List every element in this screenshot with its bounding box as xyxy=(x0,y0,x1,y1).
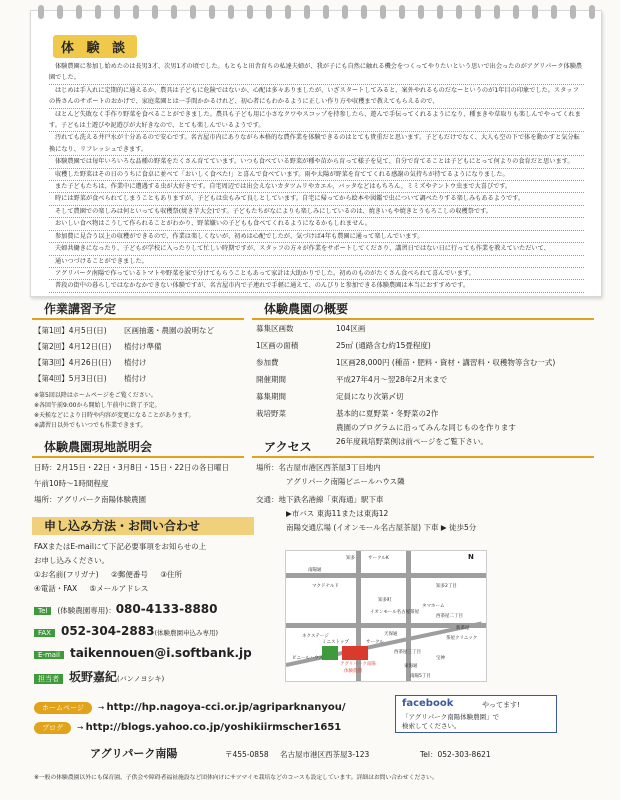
story-title: 体 験 談 xyxy=(53,35,137,58)
schedule-item: 【第3回】4月26日(日) 植付け xyxy=(34,358,147,367)
contact-tag: Tel xyxy=(34,607,51,615)
schedule-note: ※第5回以降はホームページをご覧ください。 xyxy=(34,392,157,399)
map-label: 天保通 xyxy=(384,632,398,637)
facebook-line: 「アグリパーク南陽体験農園」で xyxy=(402,713,500,721)
story-line: 体験農園に参加し始めたのは長男3才、次男1才の頃でした。もともと田舎育ちの私達夫婦が、我が子にも自然に触れる機会をつくってやりたいという思いで出会ったのがアグリパーク体験農園でした。 xyxy=(49,61,584,85)
story-line: 時には野菜が食べられてしまうこともありますが、子どもは虫もみて良しとしています。自宅に帰ってから絵本や図鑑で虫について調べたりする楽しみもあるようです。 xyxy=(49,193,584,205)
link-label: ブログ xyxy=(34,722,71,734)
facebook-tail: やってます! xyxy=(482,701,520,709)
story-line: 収穫した野菜はその日のうちに食卓に並べて「おいしく食べた!」と喜んで食べています。雨や太陽が野菜を育ててくれる感謝の気持ちが持てるようになりました。 xyxy=(49,169,584,181)
map-label: 知多町 xyxy=(378,598,392,603)
story-line: また子どもたちは、作業中に遭遇する虫が大好きです。自宅周辺では出会えないカタツムリやカエル、バッタなどはもちろん、ミミズやテントウ虫まで大喜びです。 xyxy=(49,181,584,193)
overview-extra: 農園のプログラムに沿ってみんな同じものを作ります xyxy=(336,423,516,432)
contact-tag: 担当者 xyxy=(34,674,63,684)
map-label: タマホーム xyxy=(422,604,445,609)
map-label: 西茶屋三丁目 xyxy=(394,650,421,655)
briefing-place: 場所：アグリパーク南陽体験農園 xyxy=(34,495,147,504)
overview-row: 1区画の面積 25㎡ (通路含む約15畳程度) xyxy=(256,341,431,350)
contact-tag: E-mail xyxy=(34,651,64,659)
overview-row: 開催期間 平成27年4月～翌28年2月末まで xyxy=(256,375,448,384)
apply-field: ②郵便番号 xyxy=(111,570,148,579)
story-line: おいしい食べ物はこうして作られることがわかり、野菜嫌いの子どもも食べてくれるようになるかもしれません。 xyxy=(49,218,584,230)
notebook-spiral xyxy=(31,5,601,19)
overview-extra: 26年度栽培野菜例は前ページをご覧下さい。 xyxy=(336,437,488,446)
access-map xyxy=(285,550,487,682)
map-label: 知多 xyxy=(346,556,355,561)
story-line: 体験農園では毎年いろいろな品種の野菜をたくさん育てています。いつも食べている野菜が種や苗から育って様子を見て、自分で育てることは子どもにとって何よりの食育だと思います。 xyxy=(49,156,584,168)
map-label: 南陽通 xyxy=(308,568,322,573)
apply-fields xyxy=(34,569,182,580)
briefing-time: 午前10時～1時間程度 xyxy=(34,479,109,488)
map-label: ビニールハウス xyxy=(292,656,323,661)
schedule-note: ※講習日以外でもいつでも作業できます。 xyxy=(34,422,147,429)
story-line: はじめは手入れに定期的に通えるか、農具は子どもに危険ではないか、心配は多々ありましたが、いざスタートしてみると、案外やれるものだなーというのが1年目の印象でした。スタッフの皆さんのサポートのおかげで、家庭菜園とは一手間かかるけれど、初心者にもわかるように正しい作り方や収穫まで教えてもらえるので、 xyxy=(49,85,584,109)
facebook-line: 検索してください。 xyxy=(402,722,461,730)
facebook-box[interactable] xyxy=(395,695,557,733)
access-line: 場所：名古屋市港区西茶屋3丁目地内 xyxy=(256,463,381,472)
story-line: 参加費に見合う以上の収穫ができるので、作業は楽しくないが、初めは心配でしたが、気づけば4年も農園に通って楽しんでいます。 xyxy=(49,231,584,243)
schedule-item: 【第1回】4月5日(日) 区画抽選・農園の説明など xyxy=(34,326,214,335)
story-line: そして農園での楽しみは何といっても収穫祭(焼き芋大会)です。子どもたちがなによりも楽しみにしているのは、焼きいもや焼きとうもろこしの収穫祭です。 xyxy=(49,206,584,218)
story-line: 普段の街中の暮らしではなかなかできない体験ですが、名古屋市内で子連れで手軽に通えて、のんびりと参加できる体験農園は本当におすすめです。 xyxy=(49,280,584,292)
footer-note: ※一般の体験農園以外にも保育園、子供会や障碍者福祉施設など団体向けにサツマイモ栽培などのコースも設定しています。詳細はお問い合わせください。 xyxy=(34,775,438,781)
overview-row: 参加費 1区画28,000円 (種苗・肥料・資材・講習料・収穫物等含む一式) xyxy=(256,358,556,367)
map-label: 宝神 xyxy=(436,656,445,661)
map-label: 南陽5丁目 xyxy=(410,674,431,679)
story-body xyxy=(49,61,584,293)
schedule-heading: 作業講習予定 xyxy=(32,300,244,320)
access-line: ▶市バス 東海11または東海12 xyxy=(286,509,389,518)
briefing-heading: 体験農園現地説明会 xyxy=(32,438,244,458)
overview-row: 募集期間 定員になり次第〆切 xyxy=(256,392,404,401)
footer-org: アグリパーク南陽 xyxy=(90,747,178,760)
overview-row: 募集区画数 104区画 xyxy=(256,324,366,333)
access-line: 交通：地下鉄名港線「東海通」駅下車 xyxy=(256,495,384,504)
north-arrow-icon: N xyxy=(468,553,474,561)
story-line: 夫婦共働きになったり、子どもが学校に入ったりして忙しい時期ですが、スタッフの方々が作業をサポートしてくださり、講習日ではない日に行っても作業を教えていただいて、 xyxy=(49,243,584,255)
story-line: 汚れても洗える井戸水が十分あるので安心です。名古屋市内にありながら本格的な農作業を体験できるのはとても貴重だと思います。子どもだけでなく、大人も空の下で体を動かすと気分転換になり、リフレッシュできます。 xyxy=(49,132,584,156)
footer-zip: 〒455-0858 xyxy=(225,750,269,759)
schedule-note: ※天候などにより日時や内容が変更になることがあります。 xyxy=(34,412,195,419)
footer-tel: Tel：052-303-8621 xyxy=(420,750,491,759)
contact-tag: FAX xyxy=(34,629,55,637)
map-label: 体験農園 xyxy=(344,669,362,674)
contact-tel[interactable]: Tel (体験農園専用)：080-4133-8880 xyxy=(34,602,218,616)
access-line: 南陽交通広場 (イオンモール名古屋茶屋) 下車 ▶ 徒歩5分 xyxy=(286,523,477,532)
apply-field: ⑤メールアドレス xyxy=(89,584,149,593)
map-label: アグリパーク南陽 xyxy=(340,662,376,667)
map-label: 知多2丁目 xyxy=(436,584,457,589)
map-label: サークルK xyxy=(368,556,389,561)
contact-fax[interactable]: FAX 052-304-2883(体験農園申込み専用) xyxy=(34,624,218,638)
footer-address: 名古屋市港区西茶屋3-123 xyxy=(280,750,370,759)
schedule-item: 【第2回】4月12日(日) 植付け準備 xyxy=(34,342,162,351)
map-label: ネクステージ xyxy=(302,634,329,639)
link-label: ホームページ xyxy=(34,702,92,714)
apply-field: ③住所 xyxy=(160,570,182,579)
map-label: 西茶屋二丁目 xyxy=(436,614,463,619)
map-road xyxy=(286,573,486,578)
apply-field: ①お名前(フリガナ) xyxy=(34,570,99,579)
blog-link[interactable]: ブログ → http://blogs.yahoo.co.jp/yoshikiirmscher1651 xyxy=(34,722,341,734)
map-label: マクドナルド xyxy=(312,584,339,589)
map-label: 茶屋クリニック xyxy=(446,636,478,641)
story-line: アグリパーク南陽で作っているトマトや野菜を家で分けてもらうこともあって家計は大助かりでした。初めのものがたくさん食べられて喜んでいます。 xyxy=(49,268,584,280)
access-line: アグリパーク南陽ビニールハウス隣 xyxy=(286,477,405,486)
map-label: 東海通 xyxy=(404,664,418,669)
map-farm xyxy=(342,646,368,660)
contact-email[interactable]: E-mail taikennouen@i.softbank.jp xyxy=(34,646,252,660)
map-road xyxy=(406,551,411,681)
apply-field: ④電話・FAX xyxy=(34,584,78,593)
briefing-date: 日時：2月15日・22日・3月8日・15日・22日の各日曜日 xyxy=(34,463,229,472)
homepage-link[interactable]: ホームページ → http://hp.nagoya-cci.or.jp/agriparknanyou/ xyxy=(34,702,345,714)
apply-intro: FAXまたはE-mailにて下記必要事項をお知らせの上 xyxy=(34,542,207,551)
map-label: イオンモール名古屋茶屋 xyxy=(370,610,420,615)
apply-fields xyxy=(34,583,148,594)
map-label: ミニストップ xyxy=(322,640,349,645)
map-label: サークル xyxy=(366,640,384,645)
contact-person: 担当者 坂野嘉紀(バンノヨシキ) xyxy=(34,668,164,685)
map-label: 新茶屋 xyxy=(456,626,470,631)
story-line: ほとんど失敗なく手作り野菜を食べることができました。農具も子ども用に小さなクワやスコップを持参したら、遊んで手伝ってくれるようになり、種まきや草取りも楽しんでやってくれます。子どもは土遊びや泥遊びが大好きなので、とても楽しんでいるようです。 xyxy=(49,109,584,133)
apply-heading: 申し込み方法・お問い合わせ xyxy=(32,517,254,535)
story-line: 通いつづけることができました。 xyxy=(49,256,584,268)
story-notebook xyxy=(30,10,602,297)
apply-intro: お申し込みください。 xyxy=(34,556,109,565)
facebook-logo: facebook xyxy=(402,698,454,709)
schedule-note: ※各回午前9:00から開始し午前中に終了予定。 xyxy=(34,402,161,409)
schedule-item: 【第4回】5月3日(日) 植付け xyxy=(34,374,147,383)
access-heading: アクセス xyxy=(252,438,594,458)
overview-heading: 体験農園の概要 xyxy=(252,300,594,320)
map-vinyl-house xyxy=(322,646,338,660)
overview-row: 栽培野菜 基本的に夏野菜・冬野菜の2作 xyxy=(256,409,439,418)
